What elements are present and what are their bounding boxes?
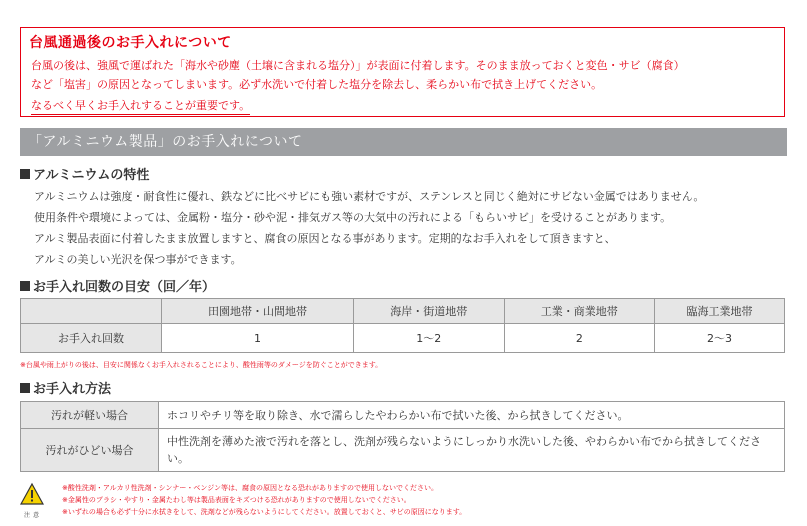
frequency-value-cell: 1 bbox=[162, 324, 354, 353]
frequency-value-cell: 1〜2 bbox=[353, 324, 504, 353]
features-line: アルミの美しい光沢を保つ事ができます。 bbox=[34, 253, 242, 266]
frequency-heading bbox=[20, 276, 215, 295]
square-bullet-icon bbox=[20, 383, 30, 393]
frequency-value-cell: 2 bbox=[504, 324, 655, 353]
frequency-column-header: 臨海工業地帯 bbox=[655, 299, 785, 324]
method-heading-text: お手入れ方法 bbox=[33, 382, 112, 397]
frequency-column-header: 海岸・街道地帯 bbox=[353, 299, 504, 324]
notice-title: 台風通過後のお手入れについて bbox=[29, 35, 232, 51]
frequency-heading-text: お手入れ回数の目安（回／年） bbox=[33, 280, 216, 295]
typhoon-notice-box bbox=[20, 27, 785, 117]
warning-note: ※いずれの場合も必ず十分に水拭きをして、洗剤などが残らないようにしてください。放置しておくと、サビの原因になります。 bbox=[62, 508, 467, 516]
method-row bbox=[21, 402, 785, 429]
frequency-table bbox=[20, 298, 785, 353]
warning-note: ※金属性のブラシ・やすり・金属たわし等は製品表面をキズつける恐れがありますので使用しないでください。 bbox=[62, 496, 411, 504]
notice-line: 台風の後は、強風で運ばれた「海水や砂塵（土壌に含まれる塩分）」が表面に付着します。そのまま放っておくと変色・サビ（腐食） bbox=[31, 59, 685, 72]
frequency-column-header: 田園地帯・山間地帯 bbox=[162, 299, 354, 324]
square-bullet-icon bbox=[20, 169, 30, 179]
warning-label: 注意 bbox=[24, 512, 43, 519]
warning-note: ※酸性洗剤・アルカリ性洗剤・シンナー・ベンジン等は、腐食の原因となる恐れがありますので使用しないでください。 bbox=[62, 484, 439, 492]
features-body bbox=[34, 186, 704, 270]
square-bullet-icon bbox=[20, 281, 30, 291]
method-row-label: 汚れがひどい場合 bbox=[21, 429, 159, 472]
section-title-bar: 「アルミニウム製品」のお手入れについて bbox=[20, 128, 787, 156]
frequency-value-row bbox=[21, 324, 785, 353]
frequency-value-cell: 2〜3 bbox=[655, 324, 785, 353]
frequency-footnote: ※台風や雨上がりの後は、目安に関係なくお手入れされることにより、酸性雨等のダメージを防ぐことができます。 bbox=[20, 361, 383, 369]
frequency-column-header: 工業・商業地帯 bbox=[504, 299, 655, 324]
frequency-row-label: お手入れ回数 bbox=[21, 324, 162, 353]
frequency-header-row bbox=[21, 299, 785, 324]
method-row bbox=[21, 429, 785, 472]
features-heading bbox=[20, 164, 149, 183]
method-row-label: 汚れが軽い場合 bbox=[21, 402, 159, 429]
method-heading bbox=[20, 378, 111, 397]
method-row-desc: ホコリやチリ等を取り除き、水で濡らしたやわらかい布で拭いた後、から拭きしてください。 bbox=[159, 402, 785, 429]
warning-notes bbox=[62, 482, 466, 518]
features-heading-text: アルミニウムの特性 bbox=[33, 168, 150, 183]
method-row-desc: 中性洗剤を薄めた液で汚れを落とし、洗剤が残らないようにしっかり水洗いした後、やわらかい布でから拭きしてください。 bbox=[159, 429, 785, 472]
features-line: アルミニウムは強度・耐食性に優れ、鉄などに比べサビにも強い素材ですが、ステンレスと同じく絶対にサビない金属ではありません。 bbox=[34, 190, 705, 203]
notice-emphasis: なるべく早くお手入れすることが重要です。 bbox=[31, 97, 250, 115]
frequency-corner-cell bbox=[21, 299, 162, 324]
features-line: 使用条件や環境によっては、金属粉・塩分・砂や泥・排気ガス等の大気中の汚れによる「もらいサビ」を受けることがあります。 bbox=[34, 211, 672, 224]
features-line: アルミ製品表面に付着したまま放置しますと、腐食の原因となる事があります。定期的なお手入れをして頂きますと、 bbox=[34, 232, 616, 245]
method-table bbox=[20, 401, 785, 472]
notice-line: など「塩害」の原因となってしまいます。必ず水洗いで付着した塩分を除去し、柔らかい布で拭き上げてください。 bbox=[31, 78, 603, 91]
